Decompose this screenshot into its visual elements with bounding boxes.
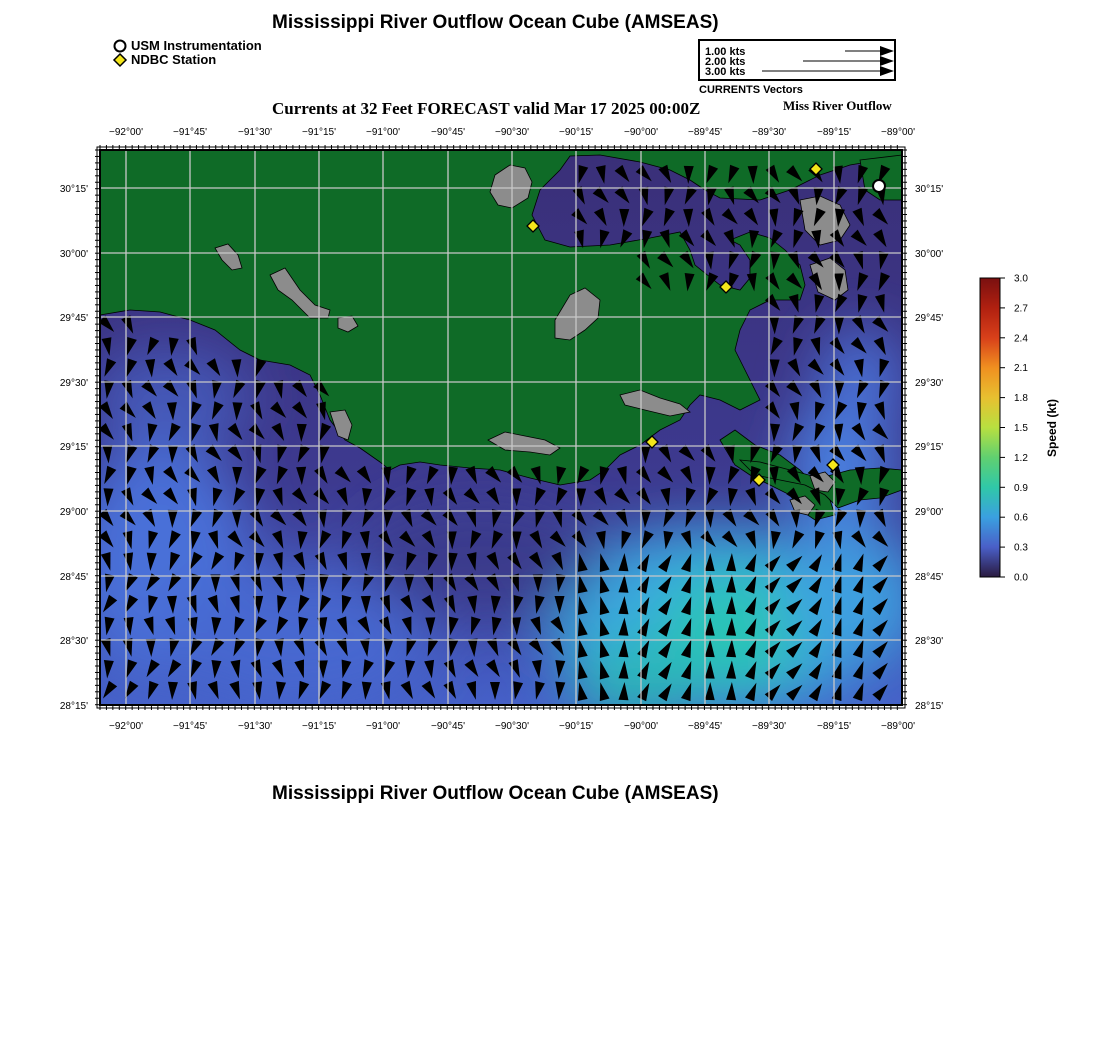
lat-label: 30°00' (59, 249, 88, 260)
speed-colorbar (970, 268, 1070, 588)
lon-label: −89°30' (752, 127, 786, 138)
lon-label: −91°30' (238, 721, 272, 732)
lon-label: −92°00' (109, 721, 143, 732)
lat-label: 30°15' (915, 184, 944, 195)
lon-label: −89°15' (817, 127, 851, 138)
lon-label: −91°00' (366, 127, 400, 138)
lon-label: −89°00' (881, 721, 915, 732)
colorbar-tick-label: 0.0 (1014, 572, 1028, 584)
lon-label: −91°15' (302, 721, 336, 732)
lat-label: 28°30' (915, 636, 944, 647)
lat-label: 29°30' (59, 378, 88, 389)
lat-label: 29°45' (915, 313, 944, 324)
colorbar-tick-label: 0.3 (1014, 542, 1028, 554)
lat-label: 30°00' (915, 249, 944, 260)
lat-label: 28°15' (59, 701, 88, 712)
lon-label: −89°45' (688, 721, 722, 732)
colorbar-gradient (980, 278, 1000, 577)
lat-label: 29°45' (59, 313, 88, 324)
map-field (70, 150, 920, 720)
lon-label: −90°45' (431, 127, 465, 138)
secondary-title: Mississippi River Outflow Ocean Cube (AMSEAS) (272, 783, 719, 804)
lon-labels-bottom (109, 721, 915, 732)
colorbar-tick-label: 3.0 (1014, 273, 1028, 285)
colorbar-tick-label: 0.6 (1014, 512, 1028, 524)
lat-label: 28°30' (59, 636, 88, 647)
lon-label: −89°45' (688, 127, 722, 138)
vector-legend-3kt: 3.00 kts (705, 66, 746, 78)
colorbar-tick-label: 1.5 (1014, 423, 1028, 434)
currents-map (40, 115, 944, 745)
colorbar-tick-label: 1.8 (1014, 393, 1028, 405)
colorbar-tick-label: 1.2 (1014, 452, 1028, 464)
lat-label: 29°00' (59, 507, 88, 518)
lon-label: −91°45' (173, 721, 207, 732)
usm-circle-icon (113, 39, 127, 53)
lat-labels-left (60, 184, 88, 712)
vector-legend-caption: CURRENTS Vectors (699, 84, 803, 96)
lon-label: −90°30' (495, 127, 529, 138)
lon-labels-top (109, 127, 915, 138)
lon-label: −89°15' (817, 721, 851, 732)
lat-label: 28°15' (915, 701, 944, 712)
symbol-legend (113, 38, 262, 67)
lon-label: −91°30' (238, 127, 272, 138)
usm-instrument-marker (873, 180, 885, 192)
colorbar-label: Speed (kt) (1045, 398, 1059, 458)
vector-legend-2kt: 2.00 kts (705, 56, 746, 68)
usm-legend-label: USM Instrumentation (131, 38, 262, 53)
lon-label: −91°45' (173, 127, 207, 138)
lon-label: −89°00' (881, 127, 915, 138)
map-subtitle: Currents at 32 Feet FORECAST valid Mar 17 2025 00:00Z (272, 99, 701, 118)
lat-label: 28°45' (59, 572, 88, 583)
lat-label: 29°15' (59, 442, 88, 453)
lat-label: 29°30' (915, 378, 944, 389)
lon-label: −92°00' (109, 127, 143, 138)
vector-legend-box (698, 39, 896, 81)
colorbar-tick-label: 0.9 (1014, 482, 1028, 494)
lon-label: −90°15' (559, 127, 593, 138)
lon-label: −91°00' (366, 721, 400, 732)
lon-label: −89°30' (752, 721, 786, 732)
lat-labels-right (915, 184, 943, 712)
lon-label: −91°15' (302, 127, 336, 138)
ndbc-legend-label: NDBC Station (131, 52, 217, 67)
colorbar-tick-label: 2.4 (1014, 333, 1028, 345)
lat-label: 29°00' (915, 507, 944, 518)
ndbc-legend-item (113, 52, 262, 67)
colorbar-tick-label: 2.7 (1014, 303, 1028, 315)
lat-label: 30°15' (59, 184, 88, 195)
ndbc-diamond-icon (113, 53, 127, 67)
lat-label: 29°15' (915, 442, 944, 453)
usm-legend-item (113, 38, 262, 53)
lon-label: −90°00' (624, 127, 658, 138)
lon-label: −90°30' (495, 721, 529, 732)
lon-label: −90°45' (431, 721, 465, 732)
page-title: Mississippi River Outflow Ocean Cube (AMSEAS) (272, 12, 719, 33)
lat-label: 28°45' (915, 572, 944, 583)
lon-label: −90°00' (624, 721, 658, 732)
region-label: Miss River Outflow (783, 98, 892, 113)
colorbar-tick-label: 2.1 (1014, 363, 1028, 375)
vector-legend-1kt: 1.00 kts (705, 46, 746, 58)
lon-label: −90°15' (559, 721, 593, 732)
